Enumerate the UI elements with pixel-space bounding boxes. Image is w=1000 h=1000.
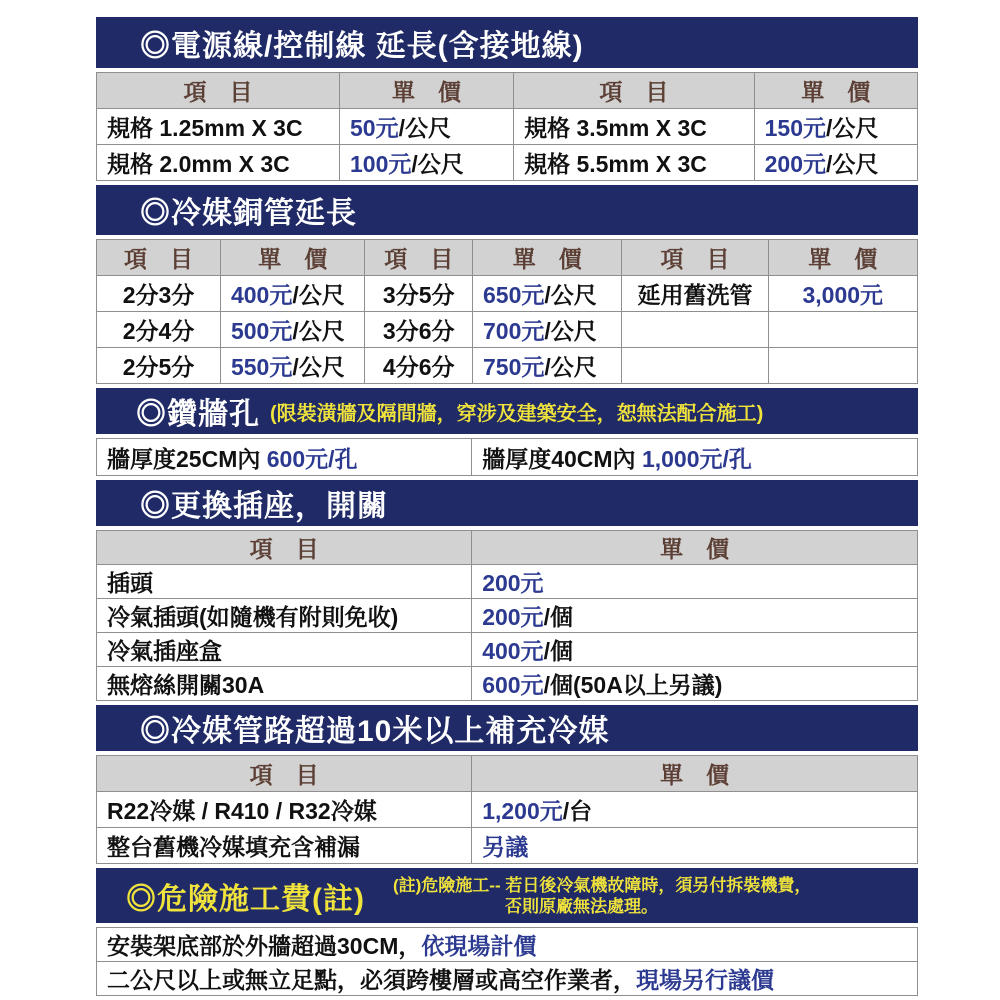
col-header-price: 單 價: [340, 73, 514, 109]
price-value: 200元: [764, 151, 826, 177]
price-value: 700元: [483, 318, 545, 344]
table-row: [97, 276, 918, 312]
section-copper-pipe-title: ◎冷媒銅管延長: [140, 197, 357, 230]
table-row: [97, 828, 918, 864]
hazard-fee-note: [393, 875, 811, 917]
outlet-switch-header-row: [97, 531, 918, 565]
item-cell: 冷氣插頭(如隨機有附則免收): [97, 599, 472, 633]
item-cell: 規格 2.0mm X 3C: [97, 145, 340, 181]
col-header-item: 項 目: [97, 531, 472, 565]
col-header-item: 項 目: [622, 240, 768, 276]
price-cell: [768, 312, 917, 348]
price-value: 550元: [230, 354, 293, 380]
item-cell: 延用舊洗管: [622, 276, 768, 312]
combo-cell: [97, 928, 918, 962]
price-cell: [220, 348, 364, 384]
price-unit: /公尺: [544, 282, 597, 308]
price-unit: /公尺: [825, 115, 879, 141]
table-row: [97, 439, 918, 476]
price-value: 100元: [350, 151, 412, 177]
table-row: [97, 928, 918, 962]
price-cell: [754, 145, 917, 181]
section-refrigerant-header: [96, 705, 918, 751]
section-refrigerant-title: ◎冷媒管路超過10米以上補充冷媒: [140, 715, 610, 748]
price-note: 現場另行議價: [636, 967, 774, 993]
price-unit: /個: [543, 638, 573, 664]
drill-hole-restriction-note: (限裝潢牆及隔間牆，穿涉及建築安全，恕無法配合施工): [270, 402, 764, 425]
hazard-fee-table: [96, 927, 918, 996]
price-value: 另議: [482, 834, 529, 860]
table-row: [97, 667, 918, 701]
section-power-line-title: ◎電源線/控制線 延長(含接地線): [140, 29, 584, 63]
price-value: 400元: [482, 638, 544, 664]
col-header-price: 單 價: [220, 240, 364, 276]
combo-cell: [97, 439, 472, 476]
copper-pipe-header-row: [97, 240, 918, 276]
section-outlet-switch-title: ◎更換插座，開關: [140, 490, 388, 523]
price-cell: [754, 109, 917, 145]
col-header-item: 項 目: [97, 73, 340, 109]
price-unit: /台: [562, 798, 593, 824]
price-value: 1,200元: [482, 798, 563, 824]
col-header-item: 項 目: [514, 73, 755, 109]
col-header-price: 單 價: [768, 240, 917, 276]
refrigerant-header-row: [97, 756, 918, 792]
table-row: [97, 348, 918, 384]
combo-cell: [472, 439, 918, 476]
price-cell: [473, 312, 622, 348]
table-row: [97, 145, 918, 181]
item-cell: 規格 5.5mm X 3C: [514, 145, 755, 181]
table-row: [97, 312, 918, 348]
col-header-price: 單 價: [473, 240, 622, 276]
table-row: [97, 792, 918, 828]
item-cell: 規格 1.25mm X 3C: [97, 109, 340, 145]
power-line-table: [96, 72, 918, 181]
drill-hole-table: [96, 438, 918, 476]
item-label: 牆厚度25CM內: [107, 445, 267, 472]
price-cell: [472, 565, 918, 599]
section-hazard-fee-header: [96, 868, 918, 923]
section-copper-pipe-header: [96, 185, 918, 235]
price-unit: /公尺: [825, 151, 879, 177]
price-cell: [340, 109, 514, 145]
price-cell: [472, 667, 918, 701]
table-row: [97, 109, 918, 145]
item-label: 安裝架底部於外牆超過30CM，: [107, 933, 422, 959]
price-value: 600元: [482, 672, 544, 698]
price-cell: [472, 792, 918, 828]
price-cell: [340, 145, 514, 181]
price-value: 50元: [350, 115, 399, 141]
section-drill-hole-title: ◎鑽牆孔: [136, 398, 260, 431]
price-unit: /公尺: [544, 318, 597, 344]
item-cell: 4分6分: [365, 348, 473, 384]
col-header-price: 單 價: [472, 756, 918, 792]
item-cell: 規格 3.5mm X 3C: [514, 109, 755, 145]
section-drill-hole-header: [96, 388, 918, 434]
item-cell: 2分4分: [97, 312, 221, 348]
col-header-item: 項 目: [365, 240, 473, 276]
price-value: 150元: [764, 115, 826, 141]
price-value: 200元: [482, 604, 544, 630]
col-header-item: 項 目: [97, 240, 221, 276]
table-row: [97, 599, 918, 633]
item-cell: [622, 312, 768, 348]
table-row: [97, 565, 918, 599]
price-cell: 3,000元: [768, 276, 917, 312]
price-value: 750元: [483, 354, 545, 380]
price-unit: /公尺: [398, 115, 451, 141]
price-note: 依現場計價: [421, 933, 537, 959]
item-label: 二公尺以上或無立足點，必須跨樓層或高空作業者，: [107, 967, 636, 993]
price-cell: [473, 348, 622, 384]
col-header-price: 單 價: [754, 73, 917, 109]
section-power-line-header: [96, 17, 918, 68]
price-sheet: [96, 17, 918, 996]
price-unit: /公尺: [411, 151, 464, 177]
price-value: 1,000元/孔: [641, 445, 752, 472]
price-value: 600元/孔: [266, 445, 358, 472]
item-cell: 3分6分: [365, 312, 473, 348]
item-cell: 2分5分: [97, 348, 221, 384]
price-value: 500元: [230, 318, 293, 344]
price-unit: /公尺: [544, 354, 597, 380]
price-unit: /公尺: [292, 282, 345, 308]
item-cell: [622, 348, 768, 384]
item-cell: 無熔絲開關30A: [97, 667, 472, 701]
item-label: 牆厚度40CM內: [482, 445, 642, 472]
section-hazard-fee-title: ◎危險施工費(註): [126, 882, 365, 916]
outlet-switch-table: [96, 530, 918, 701]
hazard-fee-note-line2: 否則原廠無法處理。: [504, 896, 658, 916]
table-row: [97, 962, 918, 996]
col-header-item: 項 目: [97, 756, 472, 792]
price-unit: /個(50A以上另議): [543, 672, 723, 698]
price-cell: [473, 276, 622, 312]
price-cell: [472, 633, 918, 667]
price-cell: [220, 312, 364, 348]
section-outlet-switch-header: [96, 480, 918, 526]
price-cell: [220, 276, 364, 312]
copper-pipe-table: [96, 239, 918, 384]
item-cell: R22冷媒 / R410 / R32冷媒: [97, 792, 472, 828]
price-value: 650元: [483, 282, 545, 308]
combo-cell: [97, 962, 918, 996]
item-cell: 冷氣插座盒: [97, 633, 472, 667]
item-cell: 插頭: [97, 565, 472, 599]
item-cell: 整台舊機冷媒填充含補漏: [97, 828, 472, 864]
hazard-fee-note-line1: (註)危險施工-- 若日後冷氣機故障時，須另付拆裝機費，: [392, 875, 812, 895]
col-header-price: 單 價: [472, 531, 918, 565]
price-cell: [472, 828, 918, 864]
price-value: 400元: [230, 282, 293, 308]
price-unit: /公尺: [292, 318, 345, 344]
item-cell: 3分5分: [365, 276, 473, 312]
price-unit: /個: [543, 604, 573, 630]
price-value: 200元: [482, 570, 544, 596]
price-cell: [768, 348, 917, 384]
power-line-header-row: [97, 73, 918, 109]
refrigerant-table: [96, 755, 918, 864]
price-cell: [472, 599, 918, 633]
table-row: [97, 633, 918, 667]
item-cell: 2分3分: [97, 276, 221, 312]
price-unit: /公尺: [292, 354, 345, 380]
